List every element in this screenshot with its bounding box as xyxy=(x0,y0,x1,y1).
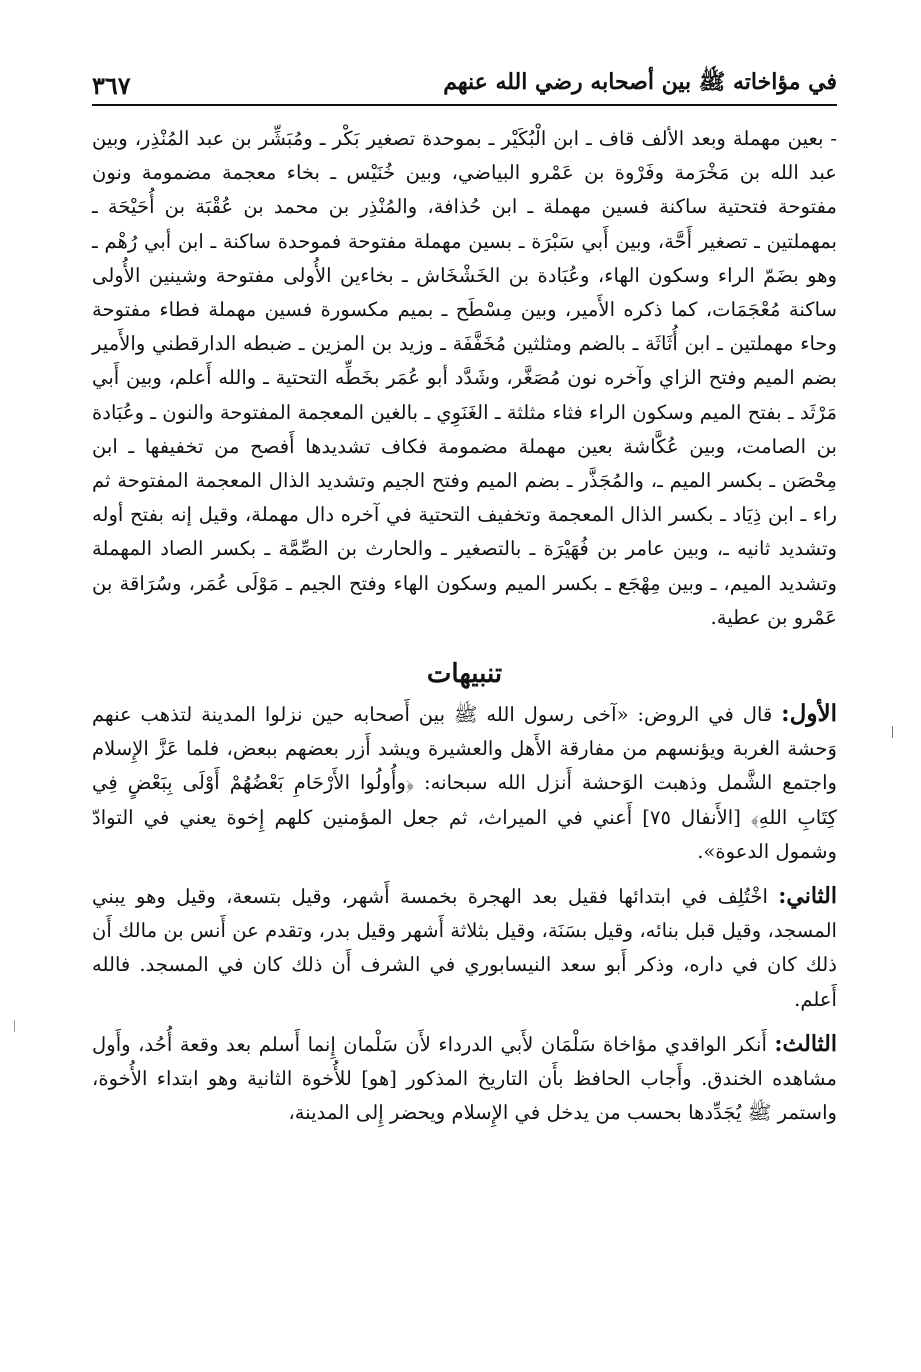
note-text: قال في الروض: «آخى رسول الله ﷺ بين أَصحابه حين نزلوا المدينة لتذهب عنهم وَحشة الغربة ويؤنسهم من مفارقة الأَهل والعشيرة ويشد أَزر بعضهم ببعض، فلما عَزَّ الإِسلام واجتمع الشَّمل وذهبت الوَحشة أَنزل الله سبحانه: ﴿وأُولُوا الأَرْحَامِ بَعْضُهُمْ أَوْلَى بِبَعْضٍ فِي كِتَابِ اللهِ﴾ [الأَنفال ٧٥] أَعني في الميراث، ثم جعل المؤمنين كلهم إِخوة يعني في التوادّ وشمول الدعوة». xyxy=(92,703,837,863)
note-label: الثاني: xyxy=(778,883,837,910)
page-header xyxy=(92,58,837,106)
section-heading: تنبيهات xyxy=(426,659,503,690)
scan-mark xyxy=(892,726,893,738)
note-first xyxy=(92,697,837,869)
page-content xyxy=(92,118,837,1140)
body-paragraph: - بعين مهملة وبعد الألف قاف ـ ابن الْبُكَيْر ـ بموحدة تصغير بَكْر ـ ومُبَشِّر بن عبد المُنْذِر، وبين عبد الله بن مَخْرَمة وفَرْوة بن عَمْرو البياضي، وبين خُنَيْس ـ بخاء معجمة مضمومة ونون مفتوحة فتحتية ساكنة فسين مهملة ـ ابن حُذافة، والمُنْذِر بن محمد بن عُقْبَة بن أُحَيْحَة ـ بمهملتين ـ تصغير أَحَّة، وبين أَبي سَبْرَة ـ بسين مهملة مفتوحة فموحدة ساكنة ـ ابن أبي رُهْم ـ وهو بضَمّ الراء وسكون الهاء، وعُبَادة بن الخَشْخَاش ـ بخاءين الأُولى مفتوحة وشينين الأُولى ساكنة مُعْجَمَات، كما ذكره الأَمير، وبين مِسْطَح ـ بميم مكسورة فسين مهملة فطاء مفتوحة وحاء مهملتين ـ ابن أُثَاثَة ـ بالضم ومثلثين مُخَفَّفَة ـ وزيد بن المزين ـ ضبطه الدارقطني والأَمير بضم الميم وفتح الزاي وآخره نون مُصَغَّر، وشَدَّد أبو عُمَر بخَطِّه التحتية ـ والله أَعلم، وبين أَبي مَرْثَد ـ بفتح الميم وسكون الراء فثاء مثلثة ـ الغَنَوِي ـ بالغين المعجمة المفتوحة والنون ـ وعُبَادة بن الصامت، وبين عُكَّاشة بعين مهملة مضمومة فكاف تشديدها أَفصح من تخفيفها ـ ابن مِحْصَن ـ بكسر الميم ـ، والمُجَذَّر ـ بضم الميم وفتح الجيم وتشديد الذال المعجمة المفتوحة ثم راء ـ ابن ذِيَاد ـ بكسر الذال المعجمة وتخفيف التحتية في آخره دال مهملة، وقيل إنه بفتح أوله وتشديد ثانيه ـ، وبين عامر بن فُهَيْرَة ـ بالتصغير ـ والحارث بن الصِّمَّة ـ بكسر الصاد المهملة وتشديد الميم، ـ وبين مِهْجَع ـ بكسر الميم وسكون الهاء وفتح الجيم ـ مَوْلَى عُمَر، وسُرَاقة بن عَمْرو بن عطية. xyxy=(92,127,837,629)
note-text: اخْتُلِف في ابتدائها فقيل بعد الهجرة بخمسة أَشهر، وقيل بتسعة، وقيل وهو يبني المسجد، وقيل قبل بنائه، وقيل بسَنَة، وقيل بثلاثة أَشهر وقيل بدر، وتقدم عن أَنس بن مالك أَن ذلك كان في داره، وذكر أَبو سعد النيسابوري في الشرف أَن ذلك كان في المسجد. فالله أَعلم. xyxy=(92,885,837,1011)
note-label: الأول: xyxy=(781,700,837,728)
note-text: أَنكر الواقدي مؤاخاة سَلْمَان لأَبي الدرداء لأَن سَلْمان إِنما أَسلم بعد وقعة أُحُد، وأَول مشاهده الخندق. وأَجاب الحافظ بأَن التاريخ المذكور [هو] للأُخوة الثانية وهو ابتداء الأُخوة، واستمر ﷺ يُجَدِّدها بحسب من يدخل في الإِسلام ويحضر إِلى المدينة، xyxy=(92,1032,837,1125)
note-second xyxy=(92,879,837,1017)
page-number: ٣٦٧ xyxy=(92,71,131,100)
note-label: الثالث: xyxy=(774,1030,837,1057)
running-title: في مؤاخاته ﷺ بين أصحابه رضي الله عنهم xyxy=(443,69,837,95)
scan-mark xyxy=(14,1020,15,1032)
note-third xyxy=(92,1027,837,1131)
